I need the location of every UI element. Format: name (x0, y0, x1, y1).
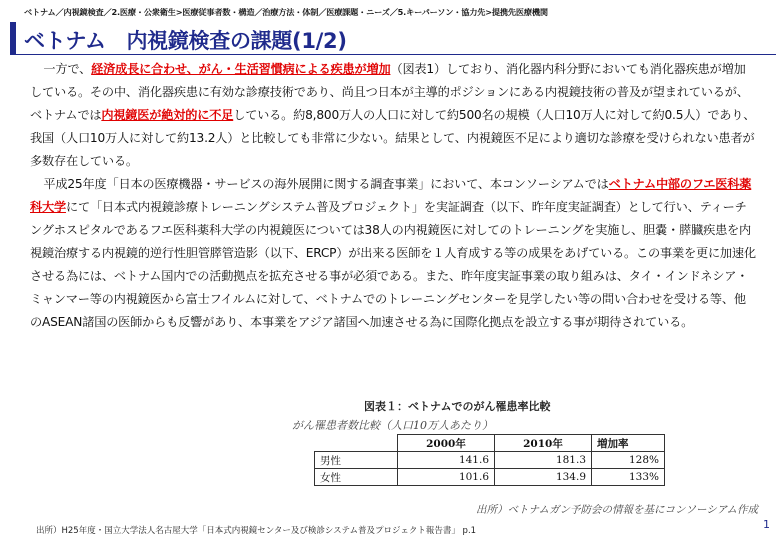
row-label: 女性 (315, 469, 398, 486)
table-cell: 101.6 (398, 469, 495, 486)
figure-source: 出所）ベトナムガン予防会の情報を基にコンソーシアム作成 (475, 504, 758, 516)
table-row (315, 469, 665, 486)
highlight-segment: ベトナム中部のフエ医科薬科大学 (30, 177, 752, 214)
breadcrumb: ベトナム／内視鏡検査／2.医療・公衆衛生>医療従事者数・構造／治療方法・体制／医療課題・ニーズ／5.キーパーソン・協力先>提携先医療機関 (24, 7, 548, 17)
paragraph-2 (30, 173, 756, 334)
page-number: 1 (763, 518, 770, 531)
table-cell: 128% (592, 452, 665, 469)
column-header: 2010年 (495, 435, 592, 452)
title-divider (10, 54, 776, 55)
column-header: 2000年 (398, 435, 495, 452)
text-segment: 平成25年度「日本の医療機器・サービスの海外展開に関する調査事業」において、本コンソーシアムでは (43, 177, 609, 191)
title-accent-bar (10, 22, 16, 54)
highlight-segment: 内視鏡医が絶対的に不足 (101, 108, 234, 122)
figure-subtitle: がん罹患者数比較（人口10万人あたり） (292, 419, 493, 432)
column-header: 増加率 (592, 435, 665, 452)
table-cell: 181.3 (495, 452, 592, 469)
text-segment: （図表1）しており、消化器内科分野においても消化器疾患が増加している。その中、消化器疾患に有効な診療技術であり、尚且つ日本が主導的ポジションにある内視鏡技術の普及が望まれているが、ベトナムでは (30, 62, 749, 122)
highlight-segment: 経済成長に合わせ、がん・生活習慣病による疾患が増加 (91, 62, 391, 76)
text-segment: している。約8,800万人の人口に対して約500名の規模（人口10万人に対して約0.5人）であり、我国（人口10万人に対して約13.2人）と比較しても非常に少ない。結果として、内視鏡医不足により適切な診療を受けられない患者が多数存在している。 (30, 108, 756, 168)
table-row (315, 452, 665, 469)
body-text (30, 58, 756, 334)
table-cell: 141.6 (398, 452, 495, 469)
text-segment: 一方で、 (43, 62, 92, 76)
page-title: ベトナム 内視鏡検査の課題(1/2) (24, 29, 347, 53)
text-segment: にて「日本式内視鏡診療トレーニングシステム普及プロジェクト」を実証調査（以下、昨年度実証調査）として行い、ティーチングホスピタルであるフエ医科薬科大学の内視鏡医については38人の内視鏡医に対してのトレーニングを実施し、胆嚢・膵臓疾患を内視鏡治療する内視鏡的逆行性胆管膵管造影（以下、ERCP）が出来る医師を１人育成する等の成果をあげている。この事業を更に加速化させる為には、ベトナム国内での活動拠点を拡充させる事が必須である。また、昨年度実証事業の取り組みは、タイ・インドネシア・ミャンマー等の内視鏡医から富士フイルムに対して、ベトナムでのトレーニングセンターを見学したい等の問い合わせを受ける等、他のASEAN諸国の医師からも反響があり、本事業をアジア諸国へ加速させる為に国際化拠点を設立する事が期待されている。 (30, 200, 756, 329)
row-label: 男性 (315, 452, 398, 469)
paragraph-1 (30, 58, 756, 173)
table-cell: 133% (592, 469, 665, 486)
figure-cancer-incidence (292, 396, 770, 522)
table-cell: 134.9 (495, 469, 592, 486)
table-corner (315, 435, 398, 452)
table-header-row (315, 435, 665, 452)
incidence-table (314, 434, 665, 486)
footnote-source: 出所）H25年度・国立大学法人名古屋大学「日本式内視鏡センター及び検診システム普及プロジェクト報告書」 p.1 (36, 526, 477, 536)
figure-title: 図表１：ベトナムでのがん罹患率比較 (364, 400, 551, 413)
